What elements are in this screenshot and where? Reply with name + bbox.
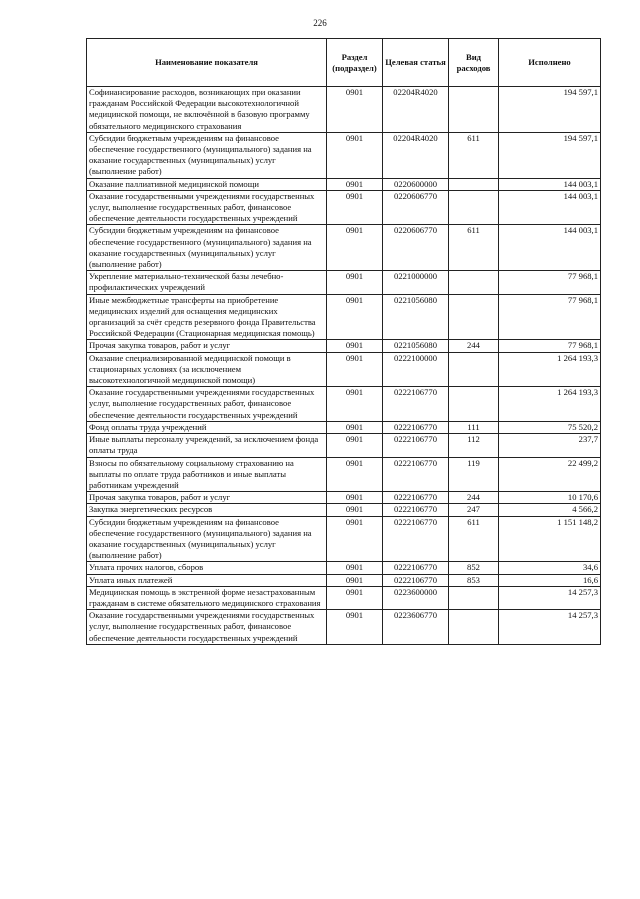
table-row bbox=[87, 132, 601, 178]
cell-amount: 77 968,1 bbox=[499, 340, 601, 352]
cell-kind: 852 bbox=[449, 562, 499, 574]
page-number: 226 bbox=[313, 18, 327, 28]
cell-amount: 10 170,6 bbox=[499, 492, 601, 504]
cell-amount: 14 257,3 bbox=[499, 610, 601, 645]
cell-target: 0222106770 bbox=[383, 574, 449, 586]
table-row bbox=[87, 294, 601, 340]
table-row bbox=[87, 504, 601, 516]
cell-section: 0901 bbox=[327, 190, 383, 225]
cell-target: 02204R4020 bbox=[383, 87, 449, 133]
cell-kind bbox=[449, 294, 499, 340]
table-row bbox=[87, 387, 601, 422]
cell-name: Оказание государственными учреждениями государственных услуг, выполнение государственных работ, финансовое обеспечение деятельности государственных учреждений bbox=[87, 610, 327, 645]
cell-section: 0901 bbox=[327, 352, 383, 387]
cell-name: Оказание специализированной медицинской помощи в стационарных условиях (за исключением высокотехнологичной медицинской помощи) bbox=[87, 352, 327, 387]
cell-kind bbox=[449, 190, 499, 225]
cell-name: Субсидии бюджетным учреждениям на финансовое обеспечение государственного (муниципального) задания на оказание государственных (муниципальных) услуг (выполнение работ) bbox=[87, 132, 327, 178]
cell-name: Прочая закупка товаров, работ и услуг bbox=[87, 340, 327, 352]
cell-section: 0901 bbox=[327, 504, 383, 516]
cell-amount: 237,7 bbox=[499, 434, 601, 457]
table-row bbox=[87, 434, 601, 457]
header-target: Целевая статья bbox=[383, 39, 449, 87]
cell-amount: 1 151 148,2 bbox=[499, 516, 601, 562]
header-kind: Вид расходов bbox=[449, 39, 499, 87]
cell-target: 0222106770 bbox=[383, 562, 449, 574]
cell-target: 0222106770 bbox=[383, 492, 449, 504]
cell-amount: 14 257,3 bbox=[499, 586, 601, 609]
cell-target: 0222106770 bbox=[383, 387, 449, 422]
cell-name: Оказание государственными учреждениями государственных услуг, выполнение государственных работ, финансовое обеспечение деятельности государственных учреждений bbox=[87, 190, 327, 225]
table-row bbox=[87, 421, 601, 433]
cell-target: 0221056080 bbox=[383, 294, 449, 340]
table-row bbox=[87, 586, 601, 609]
cell-name: Укрепление материально-технической базы лечебно-профилактических учреждений bbox=[87, 271, 327, 294]
cell-target: 0222106770 bbox=[383, 434, 449, 457]
cell-name: Закупка энергетических ресурсов bbox=[87, 504, 327, 516]
cell-kind: 119 bbox=[449, 457, 499, 492]
cell-target: 0220600000 bbox=[383, 178, 449, 190]
cell-kind: 611 bbox=[449, 516, 499, 562]
table-row bbox=[87, 562, 601, 574]
cell-kind: 611 bbox=[449, 132, 499, 178]
cell-target: 0222106770 bbox=[383, 504, 449, 516]
cell-target: 0220606770 bbox=[383, 190, 449, 225]
cell-amount: 34,6 bbox=[499, 562, 601, 574]
cell-target: 0222106770 bbox=[383, 457, 449, 492]
table-row bbox=[87, 574, 601, 586]
cell-amount: 16,6 bbox=[499, 574, 601, 586]
cell-section: 0901 bbox=[327, 562, 383, 574]
cell-kind bbox=[449, 352, 499, 387]
cell-name: Оказание государственными учреждениями государственных услуг, выполнение государственных работ, финансовое обеспечение деятельности государственных учреждений bbox=[87, 387, 327, 422]
header-row bbox=[87, 39, 601, 87]
cell-kind bbox=[449, 178, 499, 190]
cell-target: 0222106770 bbox=[383, 516, 449, 562]
cell-section: 0901 bbox=[327, 271, 383, 294]
cell-section: 0901 bbox=[327, 434, 383, 457]
cell-kind: 247 bbox=[449, 504, 499, 516]
cell-kind bbox=[449, 610, 499, 645]
cell-name: Субсидии бюджетным учреждениям на финансовое обеспечение государственного (муниципального) задания на оказание государственных (муниципальных) услуг (выполнение работ) bbox=[87, 225, 327, 271]
table-row bbox=[87, 87, 601, 133]
cell-target: 0223606770 bbox=[383, 610, 449, 645]
cell-kind bbox=[449, 387, 499, 422]
cell-name: Оказание паллиативной медицинской помощи bbox=[87, 178, 327, 190]
table-row bbox=[87, 340, 601, 352]
cell-section: 0901 bbox=[327, 178, 383, 190]
cell-target: 0223600000 bbox=[383, 586, 449, 609]
header-name: Наименование показателя bbox=[87, 39, 327, 87]
cell-amount: 22 499,2 bbox=[499, 457, 601, 492]
cell-section: 0901 bbox=[327, 516, 383, 562]
budget-table bbox=[86, 38, 601, 645]
cell-name: Уплата прочих налогов, сборов bbox=[87, 562, 327, 574]
cell-section: 0901 bbox=[327, 340, 383, 352]
cell-target: 0220606770 bbox=[383, 225, 449, 271]
cell-amount: 144 003,1 bbox=[499, 178, 601, 190]
table-body bbox=[87, 87, 601, 645]
cell-amount: 194 597,1 bbox=[499, 87, 601, 133]
cell-name: Взносы по обязательному социальному страхованию на выплаты по оплате труда работников и иные выплаты работникам учреждений bbox=[87, 457, 327, 492]
cell-target: 0222106770 bbox=[383, 421, 449, 433]
cell-target: 02204R4020 bbox=[383, 132, 449, 178]
cell-name: Иные выплаты персоналу учреждений, за исключением фонда оплаты труда bbox=[87, 434, 327, 457]
cell-kind bbox=[449, 586, 499, 609]
cell-name: Уплата иных платежей bbox=[87, 574, 327, 586]
cell-section: 0901 bbox=[327, 294, 383, 340]
cell-amount: 1 264 193,3 bbox=[499, 352, 601, 387]
table-row bbox=[87, 178, 601, 190]
cell-amount: 75 520,2 bbox=[499, 421, 601, 433]
table-row bbox=[87, 610, 601, 645]
cell-amount: 77 968,1 bbox=[499, 294, 601, 340]
cell-amount: 194 597,1 bbox=[499, 132, 601, 178]
cell-section: 0901 bbox=[327, 610, 383, 645]
table-row bbox=[87, 271, 601, 294]
cell-name: Софинансирование расходов, возникающих при оказании гражданам Российской Федерации высокотехнологичной медицинской помощи, не включённой в базовую программу обязательного медицинского страхования bbox=[87, 87, 327, 133]
cell-kind bbox=[449, 87, 499, 133]
cell-kind: 244 bbox=[449, 340, 499, 352]
cell-kind: 111 bbox=[449, 421, 499, 433]
cell-name: Прочая закупка товаров, работ и услуг bbox=[87, 492, 327, 504]
cell-name: Иные межбюджетные трансферты на приобретение медицинских изделий для оснащения медицинских организаций за счёт средств резервного фонда Правительства Российской Федерации (Стационарная медицинская помощь) bbox=[87, 294, 327, 340]
cell-section: 0901 bbox=[327, 492, 383, 504]
cell-kind: 853 bbox=[449, 574, 499, 586]
cell-amount: 77 968,1 bbox=[499, 271, 601, 294]
cell-kind bbox=[449, 271, 499, 294]
cell-section: 0901 bbox=[327, 387, 383, 422]
cell-section: 0901 bbox=[327, 574, 383, 586]
table-row bbox=[87, 190, 601, 225]
cell-name: Субсидии бюджетным учреждениям на финансовое обеспечение государственного (муниципального) задания на оказание государственных (муниципальных) услуг (выполнение работ) bbox=[87, 516, 327, 562]
cell-section: 0901 bbox=[327, 132, 383, 178]
cell-amount: 1 264 193,3 bbox=[499, 387, 601, 422]
table-row bbox=[87, 225, 601, 271]
cell-section: 0901 bbox=[327, 421, 383, 433]
header-section: Раздел (подраздел) bbox=[327, 39, 383, 87]
cell-amount: 144 003,1 bbox=[499, 190, 601, 225]
cell-kind: 611 bbox=[449, 225, 499, 271]
header-executed: Исполнено bbox=[499, 39, 601, 87]
table-row bbox=[87, 457, 601, 492]
cell-amount: 4 566,2 bbox=[499, 504, 601, 516]
table-row bbox=[87, 516, 601, 562]
cell-section: 0901 bbox=[327, 225, 383, 271]
cell-amount: 144 003,1 bbox=[499, 225, 601, 271]
cell-section: 0901 bbox=[327, 586, 383, 609]
cell-target: 0221056080 bbox=[383, 340, 449, 352]
table-row bbox=[87, 352, 601, 387]
cell-target: 0222100000 bbox=[383, 352, 449, 387]
table-row bbox=[87, 492, 601, 504]
cell-kind: 112 bbox=[449, 434, 499, 457]
cell-section: 0901 bbox=[327, 457, 383, 492]
cell-target: 0221000000 bbox=[383, 271, 449, 294]
cell-kind: 244 bbox=[449, 492, 499, 504]
cell-name: Фонд оплаты труда учреждений bbox=[87, 421, 327, 433]
cell-section: 0901 bbox=[327, 87, 383, 133]
cell-name: Медицинская помощь в экстренной форме незастрахованным гражданам в системе обязательного медицинского страхования bbox=[87, 586, 327, 609]
